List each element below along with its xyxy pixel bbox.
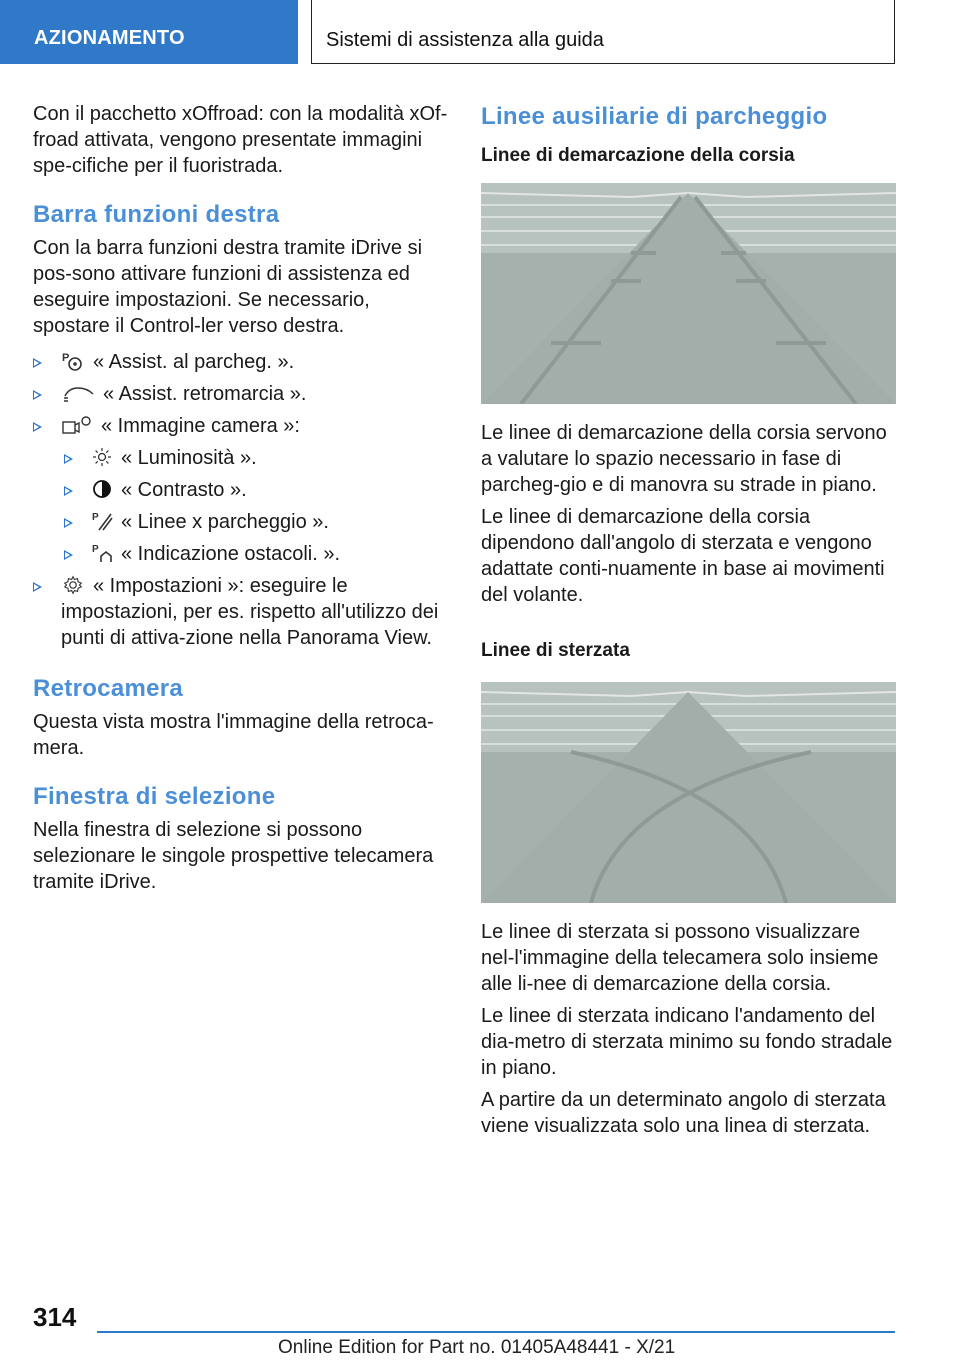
svg-text:P: P bbox=[92, 512, 99, 523]
steering-lines-paragraph-1: Le linee di sterzata si possono visualizzare nel-l'immagine della telecamera solo insieme alle li-nee di demarcazione della corsia. bbox=[481, 921, 879, 995]
chapter-box bbox=[311, 0, 895, 64]
list-item bbox=[33, 349, 448, 375]
intro-paragraph: Con il pacchetto xOffroad: con la modalità xOf-froad attivata, vengono presentate immagini spe-cifiche per il fuoristrada. bbox=[33, 103, 448, 177]
bullet-triangle-icon bbox=[33, 422, 42, 432]
heading-rear-camera: Retrocamera bbox=[33, 675, 184, 702]
heading-parking-lines: Linee ausiliarie di parcheggio bbox=[481, 103, 828, 130]
lane-lines-paragraph-1: Le linee di demarcazione della corsia servono a valutare lo spazio necessario in fase di parcheg-gio e di manovra su strade in piano. bbox=[481, 422, 887, 496]
lane-lines-paragraph-2: Le linee di demarcazione della corsia dipendono dall'angolo di sterzata e vengono adattate conti-nuamente in base ai movimenti del volante. bbox=[481, 506, 885, 606]
list-item bbox=[33, 445, 448, 471]
item-label: « Contrasto ». bbox=[121, 479, 247, 501]
left-column bbox=[33, 101, 448, 901]
list-item bbox=[33, 477, 448, 503]
item-label: « Assist. retromarcia ». bbox=[103, 383, 307, 405]
list-item bbox=[33, 381, 448, 407]
list-item bbox=[33, 573, 448, 651]
item-label: « Luminosità ». bbox=[121, 447, 257, 469]
brightness-icon bbox=[91, 446, 113, 468]
bullet-triangle-icon bbox=[33, 582, 42, 592]
list-item bbox=[33, 541, 448, 567]
reverse-assist-icon bbox=[61, 384, 95, 404]
right-column bbox=[481, 101, 896, 1145]
obstacle-marking-icon bbox=[91, 542, 113, 564]
bullet-triangle-icon bbox=[64, 454, 73, 464]
function-list bbox=[33, 349, 448, 651]
bullet-triangle-icon bbox=[64, 486, 73, 496]
chapter-label: Sistemi di assistenza alla guida bbox=[326, 29, 604, 51]
bullet-triangle-icon bbox=[64, 518, 73, 528]
rear-camera-paragraph: Questa vista mostra l'immagine della retroca-mera. bbox=[33, 711, 434, 759]
item-label: « Immagine camera »: bbox=[101, 415, 300, 437]
edition-text: Online Edition for Part no. 01405A48441 - X/21 bbox=[278, 1337, 676, 1358]
svg-text:P: P bbox=[62, 352, 70, 364]
item-label: « Impostazioni »: eseguire le impostazioni, per es. rispetto all'utilizzo dei punti di attiva-zione nella Panorama View. bbox=[61, 575, 439, 649]
heading-steering-lines: Linee di sterzata bbox=[481, 640, 630, 661]
item-label: « Indicazione ostacoli. ». bbox=[121, 543, 341, 565]
steering-lines-camera-image bbox=[481, 682, 896, 903]
bullet-triangle-icon bbox=[33, 358, 42, 368]
heading-right-function-bar: Barra funzioni destra bbox=[33, 201, 280, 228]
heading-selection-window: Finestra di selezione bbox=[33, 783, 276, 810]
list-item bbox=[33, 413, 448, 439]
parking-assist-icon bbox=[61, 350, 85, 372]
bullet-triangle-icon bbox=[64, 550, 73, 560]
section-tab bbox=[0, 0, 298, 64]
steering-lines-paragraph-3: A partire da un determinato angolo di sterzata viene visualizzata solo una linea di sterzata. bbox=[481, 1089, 886, 1137]
camera-settings-icon bbox=[61, 414, 93, 436]
contrast-icon bbox=[91, 478, 113, 500]
footer-divider bbox=[97, 1331, 895, 1333]
item-label: « Linee x parcheggio ». bbox=[121, 511, 329, 533]
section-label: AZIONAMENTO bbox=[34, 27, 185, 49]
steering-lines-paragraph-2: Le linee di sterzata indicano l'andamento del dia-metro di sterzata minimo su fondo stradale in piano. bbox=[481, 1005, 893, 1079]
selection-window-paragraph: Nella finestra di selezione si possono selezionare le singole prospettive telecamera tramite iDrive. bbox=[33, 819, 434, 893]
page-number: 314 bbox=[33, 1302, 77, 1332]
lane-lines-camera-image bbox=[481, 183, 896, 404]
parking-lines-icon bbox=[91, 510, 113, 532]
bullet-triangle-icon bbox=[33, 390, 42, 400]
item-label: « Assist. al parcheg. ». bbox=[93, 351, 295, 373]
settings-gear-icon bbox=[61, 574, 85, 596]
function-bar-paragraph: Con la barra funzioni destra tramite iDrive si pos-sono attivare funzioni di assistenza ed eseguire impostazioni. Se necessario, spostare il Control-ler verso destra. bbox=[33, 237, 423, 337]
svg-text:P: P bbox=[92, 544, 99, 555]
heading-lane-lines: Linee di demarcazione della corsia bbox=[481, 145, 795, 166]
list-item bbox=[33, 509, 448, 535]
